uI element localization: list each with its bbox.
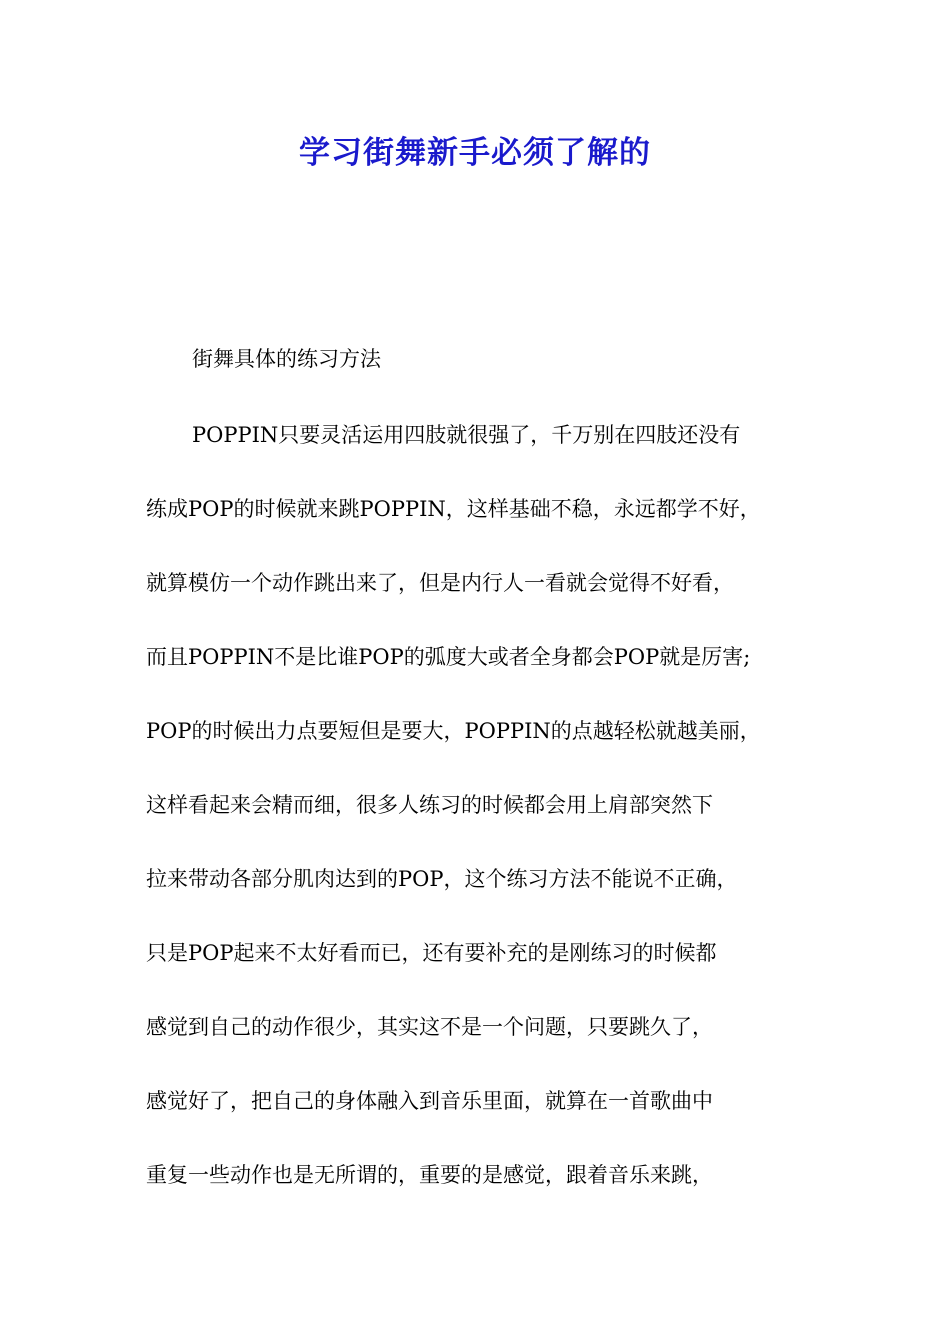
paragraph-line: 练成POP的时候就来跳POPPIN，这样基础不稳，永远都学不好， — [146, 497, 761, 521]
document-title: 学习街舞新手必须了解的 — [299, 135, 651, 171]
paragraph-line: 只是POP起来不太好看而已，还有要补充的是刚练习的时候都 — [146, 941, 717, 965]
paragraph-line: 就算模仿一个动作跳出来了，但是内行人一看就会觉得不好看， — [146, 571, 734, 595]
paragraph-line: 重复一些动作也是无所谓的，重要的是感觉，跟着音乐来跳， — [146, 1163, 713, 1187]
paragraph-line: 感觉好了，把自己的身体融入到音乐里面，就算在一首歌曲中 — [146, 1089, 713, 1113]
paragraph-line: POPPIN只要灵活运用四肢就很强了，千万别在四肢还没有 — [192, 423, 741, 447]
paragraph-line: 感觉到自己的动作很少，其实这不是一个问题，只要跳久了， — [146, 1015, 713, 1039]
section-heading: 街舞具体的练习方法 — [192, 347, 381, 371]
paragraph-line: POP的时候出力点要短但是要大，POPPIN的点越轻松就越美丽， — [146, 719, 761, 743]
paragraph-line: 拉来带动各部分肌肉达到的POP，这个练习方法不能说不正确， — [146, 867, 738, 891]
paragraph-line: 而且POPPIN不是比谁POP的弧度大或者全身都会POP就是厉害; — [146, 645, 751, 669]
paragraph-line: 这样看起来会精而细，很多人练习的时候都会用上肩部突然下 — [146, 793, 713, 817]
